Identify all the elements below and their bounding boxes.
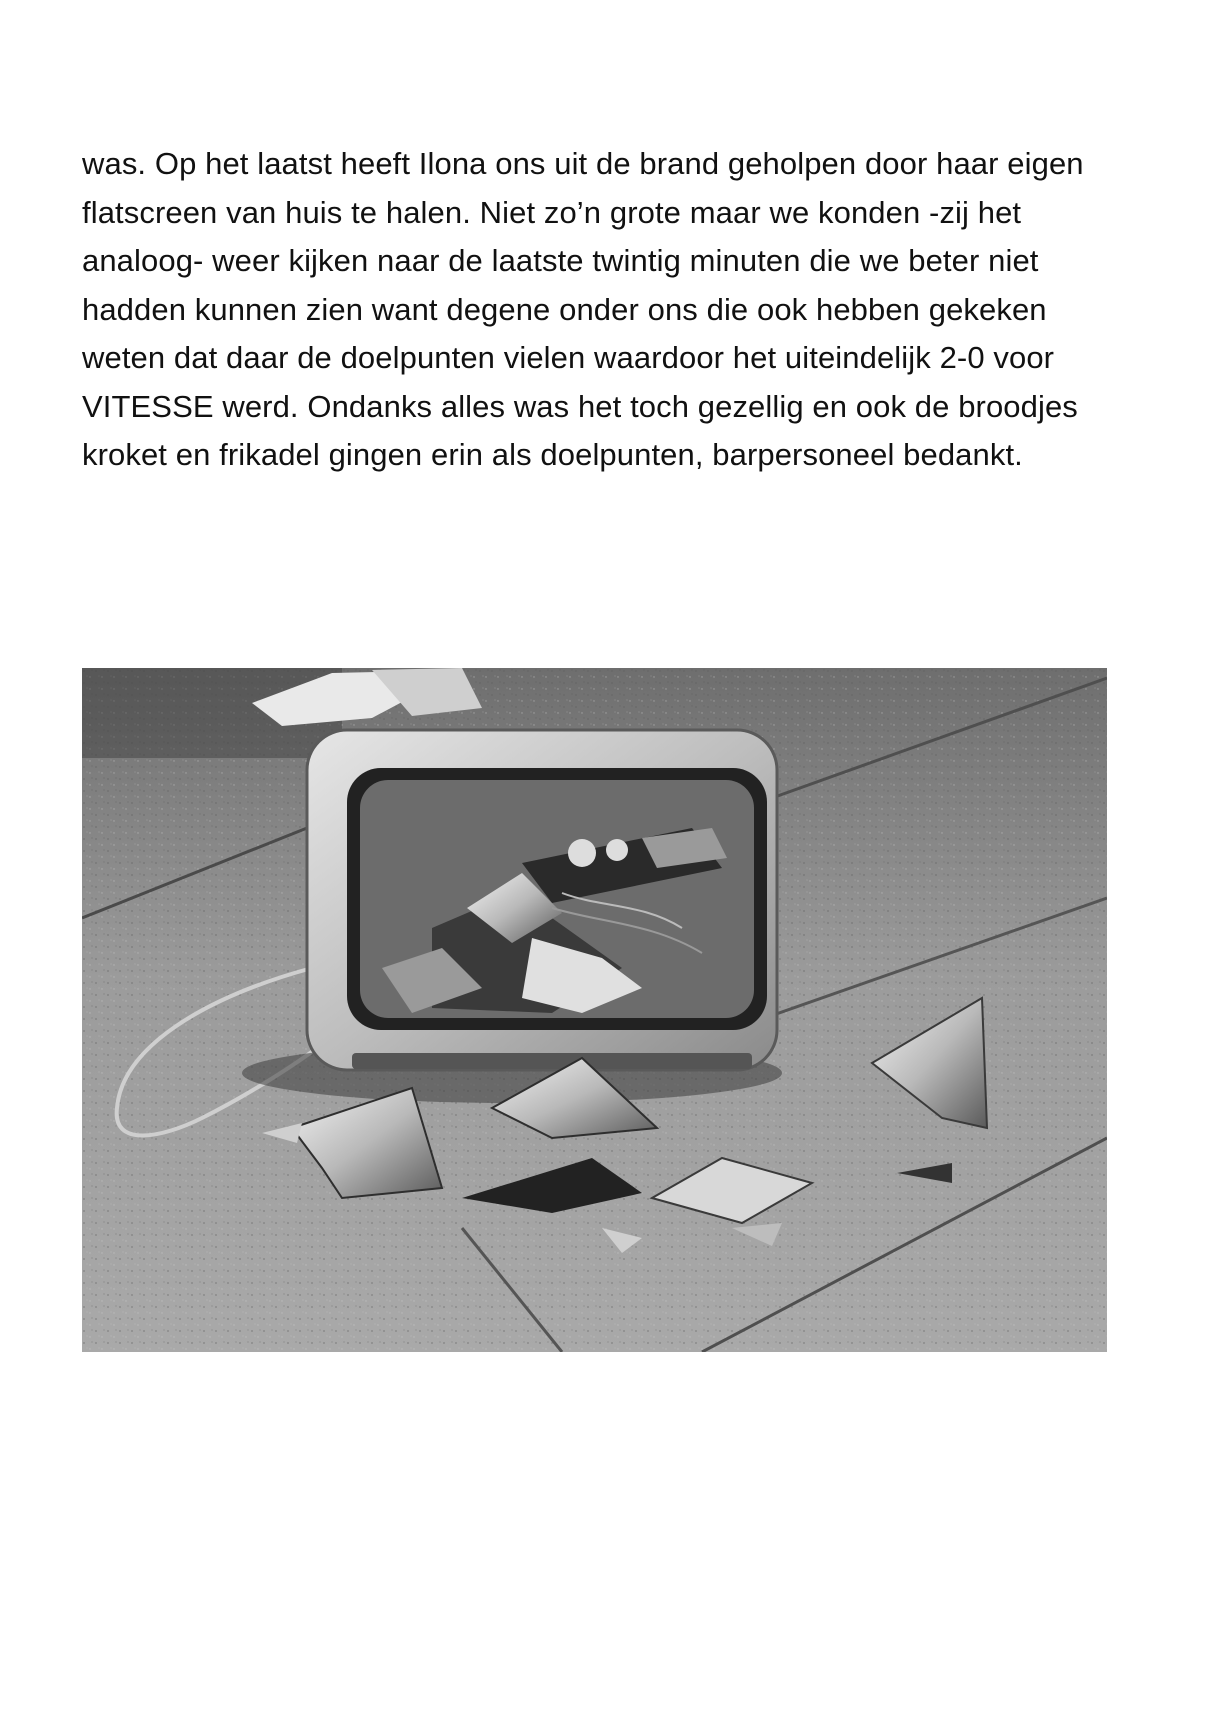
paragraph-line: VITESSE werd. Ondanks alles was het toch gezellig en ook de broodjes	[82, 388, 1078, 424]
paragraph-line: kroket en frikadel gingen erin als doelpunten, barpersoneel bedankt.	[82, 437, 1023, 472]
broken-tv-photo	[82, 668, 1107, 1352]
paragraph-line: analoog- weer kijken naar de laatste twintig minuten die we beter niet	[82, 243, 1039, 278]
broken-tv-illustration	[82, 668, 1107, 1352]
paragraph-line: hadden kunnen zien want degene onder ons die ook hebben gekeken	[82, 291, 1047, 327]
paragraph-line: was. Op het laatst heeft Ilona ons uit de brand geholpen door haar eigen	[82, 146, 1084, 181]
paragraph-line: weten dat daar de doelpunten vielen waardoor het uiteindelijk 2-0 voor	[82, 340, 1055, 375]
paragraph-line: flatscreen van huis te halen. Niet zo’n grote maar we konden -zij het	[82, 194, 1022, 230]
body-paragraph	[82, 140, 1142, 480]
